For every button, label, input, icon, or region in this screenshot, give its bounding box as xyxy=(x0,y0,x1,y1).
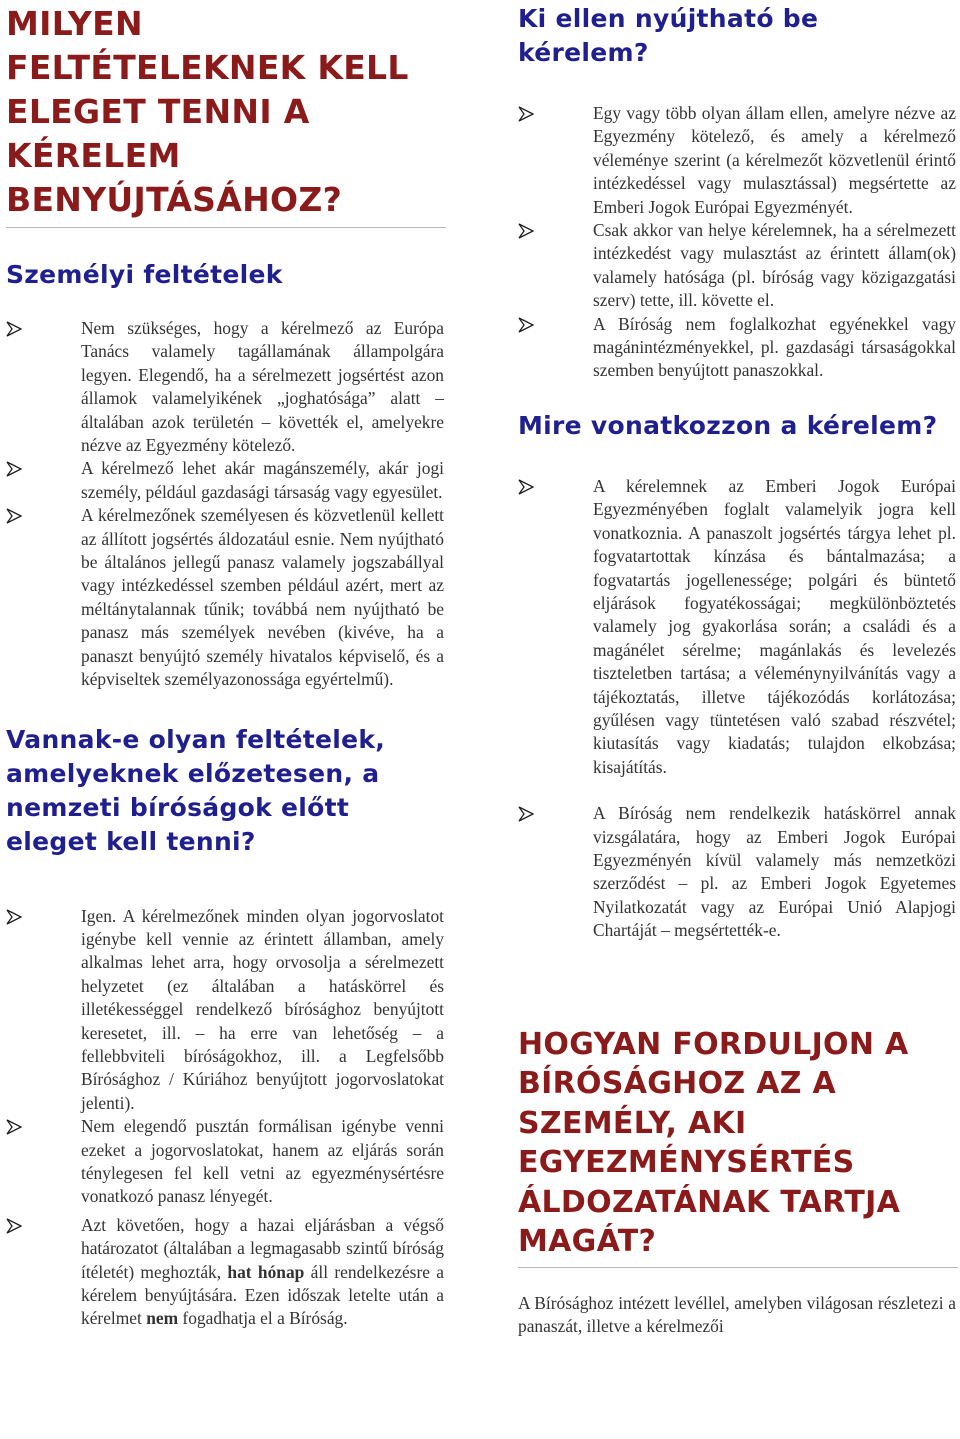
section-heading-prior-conditions: Vannak-e olyan feltételek, amelyeknek előzetesen, a nemzeti bíróságok előtt eleget kell tenni? xyxy=(6,724,386,856)
prior-conditions-list xyxy=(6,905,444,1331)
section-heading-personal: Személyi feltételek xyxy=(6,260,283,289)
heading-divider xyxy=(518,1267,958,1268)
arrow-bullet-icon xyxy=(6,1218,22,1234)
arrow-bullet-icon xyxy=(518,806,534,822)
list-item: Nem elegendő pusztán formálisan igénybe venni ezeket a jogorvoslatokat, hanem az eljárás során ténylegesen fel kell vetni az egyezménysértésre vonatkozó panasz lényegét. xyxy=(6,1115,444,1209)
list-item: Igen. A kérelmezőnek minden olyan jogorvoslatot igénybe kell vennie az érintett államban, amely alkalmas lehet arra, hogy orvosolja a sérelmezett helyzetet (ez általában a hatáskörrel és illetékességgel rendelkező bírósághoz benyújtott keresetet, ill. – ha erre van lehetőség – a fellebbviteli bíróságokhoz, ill. a Legfelsőbb Bírósághoz / Kúriához benyújtott jogorvoslatokat jelenti). xyxy=(6,905,444,1116)
arrow-bullet-icon xyxy=(518,479,534,495)
section-heading-against-whom: Ki ellen nyújtható be kérelem? xyxy=(518,4,819,67)
list-item: Egy vagy több olyan állam ellen, amelyre nézve az Egyezmény kötelező, és amely a kérelmező véleménye szerint (a kérelmezőt közvetlenül érintő intézkedéssel vagy mulasztással) megsértette az Emberi Jogok Európai Egyezményét. xyxy=(518,102,956,219)
subject-list xyxy=(518,475,956,943)
how-to-apply-paragraph: A Bírósághoz intézett levéllel, amelyben világosan részletezi a panaszát, illetve a kérelmezői xyxy=(518,1292,956,1336)
arrow-bullet-icon xyxy=(6,321,22,337)
arrow-bullet-icon xyxy=(6,1119,22,1135)
deadline-emphasis: hat hónap xyxy=(227,1261,305,1282)
arrow-bullet-icon xyxy=(6,909,22,925)
list-item: A Bíróság nem foglalkozhat egyénekkel vagy magánintézményekkel, pl. gazdasági társaságokkal szemben benyújtott panaszokkal. xyxy=(518,313,956,383)
list-item: A kérelmezőnek személyesen és közvetlenül kellett az állított jogsértés áldozatául esnie. Nem nyújtható be általános jellegű panasz valamely jogszabállyal vagy intézkedéssel szemben például azért, mert az méltánytalannak tűnik; továbbá nem nyújtható be panasz más személyek nevében (kivéve, ha a panaszt benyújtó személy hivatalos képviselő, és a képviseltek személyazonossága egyértelmű). xyxy=(6,504,444,691)
main-title: MILYEN FELTÉTELEKNEK KELL ELEGET TENNI A KÉRELEM BENYÚJTÁSÁHOZ? xyxy=(6,4,409,219)
personal-conditions-list xyxy=(6,317,444,692)
arrow-bullet-icon xyxy=(6,508,22,524)
how-to-apply-heading: HOGYAN FORDULJON A BÍRÓSÁGHOZ AZ A SZEMÉLY, AKI EGYEZMÉNYSÉRTÉS ÁLDOZATÁNAK TARTJA MAGÁT? xyxy=(518,1026,909,1260)
left-column xyxy=(6,0,444,1331)
rejection-emphasis: nem xyxy=(146,1308,179,1329)
arrow-bullet-icon xyxy=(518,223,534,239)
arrow-bullet-icon xyxy=(6,461,22,477)
arrow-bullet-icon xyxy=(518,106,534,122)
against-whom-list xyxy=(518,102,956,383)
list-item: Azt követően, hogy a hazai eljárásban a végső határozatot (általában a legmagasabb szintű bíróság ítéletét) meghozták, hat hónap áll rendelkezésre a kérelem benyújtására. Ezen időszak letelte után a kérelmet nem fogadhatja el a Bíróság. xyxy=(6,1214,444,1331)
list-item: A Bíróság nem rendelkezik hatáskörrel annak vizsgálatára, hogy az Emberi Jogok Európai Egyezményén kívül valamely más nemzetközi szerződést – pl. az Emberi Jogok Egyetemes Nyilatkozatát vagy az Európai Unió Alapjogi Chartáját – megsértették-e. xyxy=(518,802,956,942)
list-item: Csak akkor van helye kérelemnek, ha a sérelmezett intézkedést vagy mulasztást az érintett állam(ok) valamely hatósága (pl. bíróság vagy közigazgatási szerv) tette, ill. követte el. xyxy=(518,219,956,313)
list-item: Nem szükséges, hogy a kérelmező az Európa Tanács valamely tagállamának állampolgára legyen. Elegendő, ha a sérelmezett jogsértést azon államok valamelyikének „joghatósága” alatt – általában azok területén – követték el, amelyekre nézve az Egyezmény kötelező. xyxy=(6,317,444,457)
list-item: A kérelemnek az Emberi Jogok Európai Egyezményében foglalt valamelyik jogra kell vonatkoznia. A panaszolt jogsértés tárgya lehet pl. fogvatartottak kínzása és bántalmazása; a fogvatartás jogellenessége; polgári és büntető eljárások fogyatékosságai; megkülönböztetés valamely jog gyakorlása során; a családi és a magánélet sérelme; magánlakás és levelezés tiszteletben tartása; a véleménynyilvánítás vagy a tájékoztatás, illetve tájékozódás korlátozása; gyűlésen vagy tüntetésen való szabad részvétel; kiutasítás vagy kiadatás; tulajdon elkobzása; kisajátítás. xyxy=(518,475,956,779)
right-column xyxy=(518,0,956,1338)
list-item: A kérelmező lehet akár magánszemély, akár jogi személy, például gazdasági társaság vagy egyesület. xyxy=(6,457,444,504)
section-heading-subject: Mire vonatkozzon a kérelem? xyxy=(518,410,938,440)
arrow-bullet-icon xyxy=(518,317,534,333)
title-divider xyxy=(6,227,446,228)
